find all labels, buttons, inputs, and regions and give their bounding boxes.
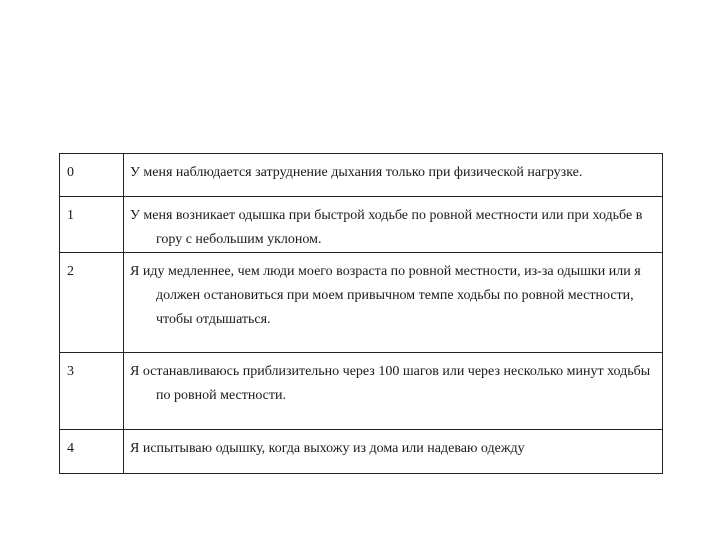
table-row — [60, 154, 663, 197]
grade-cell: 4 — [60, 430, 124, 474]
dyspnea-scale-table — [59, 153, 663, 474]
description-cell — [124, 197, 663, 253]
table-row — [60, 253, 663, 353]
grade-cell: 3 — [60, 353, 124, 430]
table-row — [60, 197, 663, 253]
grade-cell: 0 — [60, 154, 124, 197]
table-row — [60, 430, 663, 474]
description-cell — [124, 430, 663, 474]
description-text: Я иду медленнее, чем люди моего возраста по ровной местности, из-за одышки или я должен остановиться при моем привычном темпе ходьбы по ровной местности, чтобы отдышаться. — [130, 264, 641, 327]
description-cell — [124, 253, 663, 353]
description-text: У меня наблюдается затруднение дыхания только при физической нагрузке. — [130, 165, 583, 180]
description-cell — [124, 353, 663, 430]
table-row — [60, 353, 663, 430]
description-text: Я испытываю одышку, когда выхожу из дома или надеваю одежду — [130, 441, 525, 456]
description-text: У меня возникает одышка при быстрой ходьбе по ровной местности или при ходьбе в гору с небольшим уклоном. — [130, 208, 643, 247]
grade-cell: 1 — [60, 197, 124, 253]
description-cell — [124, 154, 663, 197]
grade-cell: 2 — [60, 253, 124, 353]
description-text: Я останавливаюсь приблизительно через 100 шагов или через несколько минут ходьбы по ровной местности. — [130, 364, 651, 403]
